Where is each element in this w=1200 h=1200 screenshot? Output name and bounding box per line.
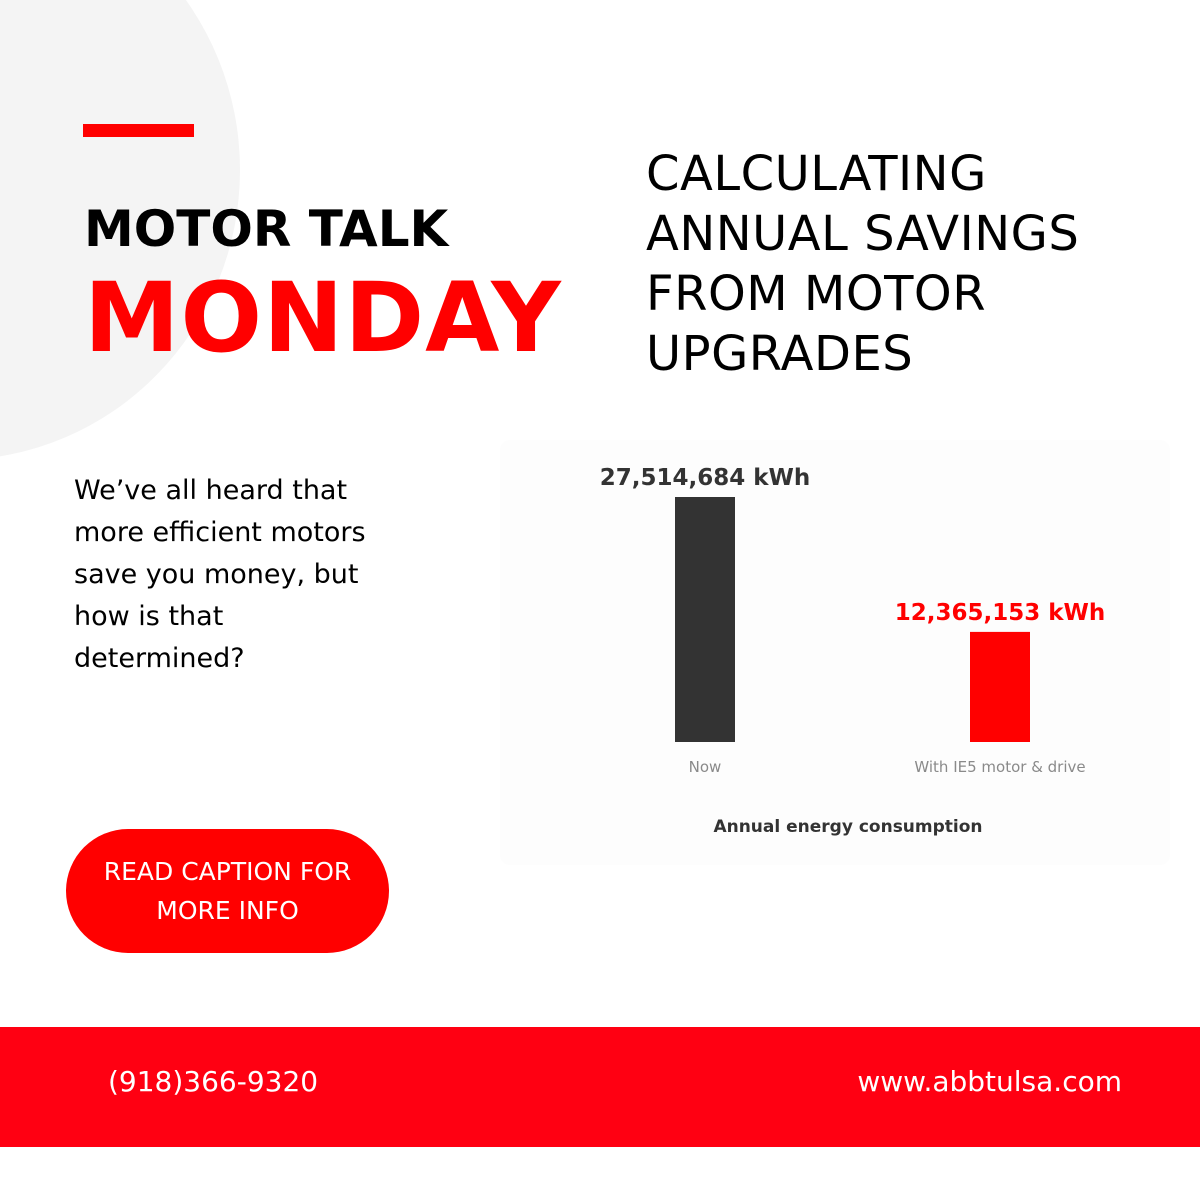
category-label-1: With IE5 motor & drive bbox=[914, 758, 1086, 776]
read-caption-label-line: READ CAPTION FOR bbox=[103, 857, 352, 886]
energy-bar-chart bbox=[500, 440, 1170, 865]
website-link[interactable]: www.abbtulsa.com bbox=[857, 1065, 1122, 1098]
headline-line: ANNUAL SAVINGS bbox=[646, 206, 1080, 262]
x-axis-label: Annual energy consumption bbox=[713, 817, 983, 837]
bar-0 bbox=[675, 497, 735, 742]
data-label-1: 12,365,153 kWh bbox=[894, 599, 1106, 626]
read-caption-label bbox=[78, 852, 378, 930]
headline-line: CALCULATING bbox=[646, 146, 987, 202]
accent-bar bbox=[83, 124, 194, 137]
headline bbox=[646, 144, 1166, 384]
footer-bar bbox=[0, 1027, 1200, 1147]
category-label-0: Now bbox=[688, 758, 722, 776]
data-label-0: 27,514,684 kWh bbox=[599, 465, 811, 491]
read-caption-label-line: MORE INFO bbox=[156, 896, 299, 925]
headline-line: FROM MOTOR bbox=[646, 266, 987, 322]
phone-link[interactable]: (918)366-9320 bbox=[108, 1065, 319, 1098]
series-day: MONDAY bbox=[84, 262, 562, 374]
intro-text: We’ve all heard that more efficient motors save you money, but how is that determined? bbox=[74, 475, 366, 674]
read-caption-button[interactable] bbox=[66, 829, 389, 953]
bar-1 bbox=[970, 632, 1030, 742]
series-name: MOTOR TALK bbox=[84, 200, 449, 258]
headline-line: UPGRADES bbox=[646, 326, 914, 382]
